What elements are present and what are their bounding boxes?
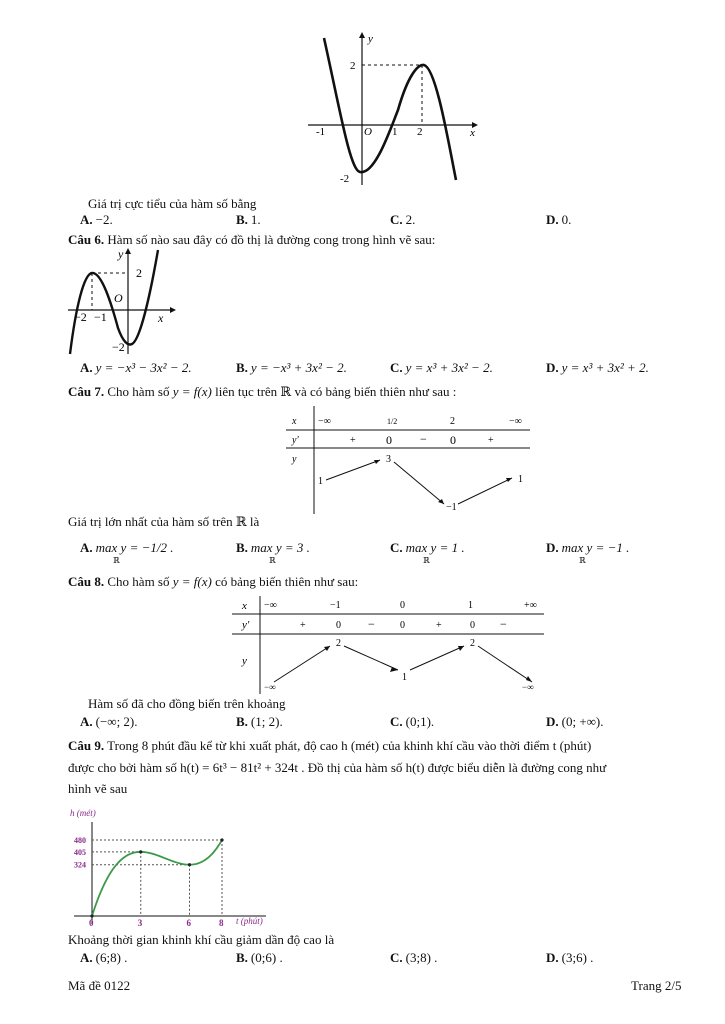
- q5-graph: [300, 30, 480, 188]
- q9-question2: Khoảng thời gian khinh khí cầu giảm dần độ cao là: [68, 932, 335, 947]
- option-text: (3;8) .: [405, 950, 438, 965]
- option-letter: C.: [390, 714, 403, 729]
- q7-option-b[interactable]: [236, 540, 310, 556]
- q7-option-c[interactable]: [390, 540, 465, 556]
- q8-variation-table: [230, 594, 546, 696]
- option-letter: A.: [80, 950, 93, 965]
- q8-sign-1: 0: [336, 620, 341, 631]
- option-letter: D.: [546, 540, 559, 555]
- option-text: y = −x³ + 3x² − 2.: [250, 360, 347, 375]
- q7-yp-label: y': [292, 435, 299, 446]
- option-text: (0;1).: [405, 714, 435, 729]
- q7-max-sub-d: ℝ: [579, 556, 586, 565]
- q5-graph-xlabel: x: [470, 127, 475, 139]
- q7-x-val-2: 2: [450, 416, 455, 427]
- q7-y-val-0: 1: [318, 476, 323, 487]
- q6-label-2: 2: [136, 266, 142, 280]
- option-text: (0; +∞).: [561, 714, 604, 729]
- q9-y-tick: 405: [74, 847, 86, 857]
- q9-option-a[interactable]: [80, 950, 127, 966]
- q8-sign-4: +: [436, 620, 442, 631]
- q5-graph-ylabel: y: [368, 33, 373, 45]
- q7-x-label: x: [292, 416, 297, 427]
- q7-max-sub-c: ℝ: [423, 556, 430, 565]
- q9-curve: [92, 840, 222, 916]
- q6-label-neg1: −1: [94, 310, 107, 324]
- q6-option-c[interactable]: [390, 360, 493, 376]
- q5-tick-1: 1: [392, 126, 398, 138]
- q7-x-val-1: 1/2: [387, 417, 398, 426]
- q7-y-val-3: 1: [518, 474, 523, 485]
- option-letter: B.: [236, 360, 248, 375]
- q9-y-tick: 324: [74, 860, 86, 870]
- q5-ytick-neg2: -2: [340, 173, 350, 185]
- option-text: (−∞; 2).: [95, 714, 138, 729]
- option-letter: B.: [236, 540, 248, 555]
- q8-stem: [68, 574, 358, 590]
- q8-option-a[interactable]: [80, 714, 138, 730]
- q9-y-tick: 480: [74, 836, 86, 845]
- q5-option-a[interactable]: [80, 212, 113, 228]
- option-letter: C.: [390, 540, 403, 555]
- q7-y-val-1: 3: [386, 454, 391, 465]
- q8-x-label: x: [242, 600, 247, 612]
- q7-variation-table: [284, 404, 532, 516]
- q8-question-a: Cho hàm số: [107, 574, 170, 589]
- option-text: (1; 2).: [250, 714, 283, 729]
- q9-x-tick: 8: [219, 918, 224, 928]
- q5-ytick-2: 2: [350, 60, 356, 72]
- q5-tick-origin: O: [364, 126, 372, 138]
- q8-y-val-4: −∞: [522, 682, 534, 692]
- q9-xlabel: t (phút): [236, 916, 263, 926]
- option-letter: B.: [236, 212, 248, 227]
- option-text: 0.: [561, 212, 572, 227]
- q5-option-d[interactable]: [546, 212, 571, 228]
- q6-label-neg2-y: −2: [112, 340, 125, 354]
- footer-code: Mã đề 0122: [68, 978, 131, 993]
- option-letter: A.: [80, 714, 93, 729]
- q7-x-val-0: −∞: [318, 416, 331, 427]
- q6-label-neg2-x: −2: [74, 310, 87, 324]
- q5-option-b[interactable]: [236, 212, 261, 228]
- q9-data-point: [139, 850, 142, 853]
- q6-graph: [66, 246, 176, 358]
- q7-sign-2: −: [420, 432, 427, 446]
- option-letter: D.: [546, 212, 559, 227]
- option-text: (0;6) .: [250, 950, 283, 965]
- q6-label-origin: O: [114, 291, 123, 305]
- q8-question2: Hàm số đã cho đồng biến trên khoảng: [88, 696, 286, 711]
- q9-chart: [66, 800, 288, 930]
- option-letter: D.: [546, 714, 559, 729]
- q8-x-val-2: 0: [400, 600, 405, 611]
- q7-sign-1: 0: [386, 433, 392, 447]
- q8-option-c[interactable]: [390, 714, 434, 730]
- option-letter: C.: [390, 212, 403, 227]
- q8-y-val-0: −∞: [264, 682, 276, 692]
- option-letter: B.: [236, 950, 248, 965]
- q8-sign-0: +: [300, 620, 306, 631]
- q7-question-b: liên tục trên ℝ và có bảng biến thiên như sau :: [215, 384, 457, 399]
- q6-question: Hàm số nào sau đây có đồ thị là đường cong trong hình vẽ sau:: [107, 232, 436, 247]
- q7-label: Câu 7.: [68, 384, 105, 399]
- option-text: max y = 1 .: [405, 540, 465, 555]
- q8-sign-2: −: [368, 617, 375, 631]
- option-text: max y = 3 .: [250, 540, 310, 555]
- q9-line2: được cho bởi hàm số h(t) = 6t³ − 81t² + 324t . Đồ thị của hàm số h(t) được biểu diễn là đường cong như: [68, 760, 607, 775]
- q7-stem: [68, 384, 456, 400]
- option-text: y = −x³ − 3x² − 2.: [95, 360, 192, 375]
- q8-x-val-1: −1: [330, 600, 341, 611]
- q9-line1: Trong 8 phút đầu kể từ khi xuất phát, độ cao h (mét) của khinh khí cầu vào thời điểm t (phút): [107, 738, 592, 753]
- q7-question2: Giá trị lớn nhất của hàm số trên ℝ là: [68, 514, 260, 529]
- q8-sign-6: −: [500, 617, 507, 631]
- q8-x-val-0: −∞: [264, 600, 277, 611]
- option-text: 2.: [405, 212, 416, 227]
- q6-graph-xlabel: x: [158, 311, 164, 325]
- q8-question-b: có bảng biến thiên như sau:: [215, 574, 359, 589]
- q7-sign-3: 0: [450, 433, 456, 447]
- q9-x-tick: 3: [137, 918, 143, 928]
- option-text: (3;6) .: [561, 950, 594, 965]
- option-letter: D.: [546, 950, 559, 965]
- option-letter: A.: [80, 212, 93, 227]
- q7-option-d[interactable]: [546, 540, 629, 556]
- q7-option-a[interactable]: [80, 540, 173, 556]
- q7-func: y = f(x): [172, 384, 212, 399]
- q6-label: Câu 6.: [68, 232, 105, 247]
- q8-func: y = f(x): [172, 574, 212, 589]
- q9-option-d[interactable]: [546, 950, 593, 966]
- q8-y-val-2: 1: [402, 672, 407, 683]
- q9-option-b[interactable]: [236, 950, 283, 966]
- q7-y-label: y: [292, 454, 297, 465]
- q8-option-d[interactable]: [546, 714, 604, 730]
- q9-x-tick: 6: [186, 918, 191, 928]
- q7-sign-4: +: [488, 435, 494, 446]
- q9-x-tick: 0: [89, 918, 94, 928]
- q8-x-val-3: 1: [468, 600, 473, 611]
- q7-max-sub-b: ℝ: [269, 556, 276, 565]
- option-letter: B.: [236, 714, 248, 729]
- q7-y-val-2: −1: [446, 502, 457, 513]
- q9-stem-line1: [68, 738, 591, 754]
- q9-label: Câu 9.: [68, 738, 105, 753]
- option-text: max y = −1 .: [561, 540, 630, 555]
- q8-yp-label: y': [242, 619, 250, 631]
- q9-ylabel: h (mét): [70, 808, 96, 818]
- q5-option-c[interactable]: [390, 212, 415, 228]
- q9-line3: hình vẽ sau: [68, 781, 128, 796]
- option-text: −2.: [95, 212, 113, 227]
- q6-option-b[interactable]: [236, 360, 347, 376]
- option-text: y = x³ + 3x² + 2.: [561, 360, 649, 375]
- q6-option-d[interactable]: [546, 360, 649, 376]
- q9-data-point: [188, 863, 191, 866]
- q8-option-b[interactable]: [236, 714, 283, 730]
- q5-tick-neg1: -1: [316, 126, 326, 138]
- q6-graph-ylabel: y: [118, 247, 124, 261]
- option-letter: C.: [390, 950, 403, 965]
- q8-y-label: y: [242, 655, 247, 667]
- option-letter: A.: [80, 360, 93, 375]
- q7-x-val-3: −∞: [509, 416, 522, 427]
- q9-data-point: [220, 838, 223, 841]
- q6-option-a[interactable]: [80, 360, 192, 376]
- q7-question-a: Cho hàm số: [107, 384, 170, 399]
- q7-max-sub-a: ℝ: [113, 556, 120, 565]
- q5-question: Giá trị cực tiểu của hàm số bằng: [88, 196, 257, 211]
- q5-tick-2: 2: [417, 126, 423, 138]
- option-text: 1.: [250, 212, 261, 227]
- option-text: (6;8) .: [95, 950, 128, 965]
- option-letter: C.: [390, 360, 403, 375]
- q8-sign-5: 0: [470, 620, 475, 631]
- footer-page: Trang 2/5: [631, 978, 682, 993]
- q9-option-c[interactable]: [390, 950, 437, 966]
- option-text: max y = −1/2 .: [95, 540, 174, 555]
- q8-y-val-3: 2: [470, 638, 475, 649]
- q8-x-val-4: +∞: [524, 600, 537, 611]
- q8-label: Câu 8.: [68, 574, 105, 589]
- q8-sign-3: 0: [400, 620, 405, 631]
- q7-sign-0: +: [350, 435, 356, 446]
- option-text: y = x³ + 3x² − 2.: [405, 360, 493, 375]
- option-letter: D.: [546, 360, 559, 375]
- q8-y-val-1: 2: [336, 638, 341, 649]
- option-letter: A.: [80, 540, 93, 555]
